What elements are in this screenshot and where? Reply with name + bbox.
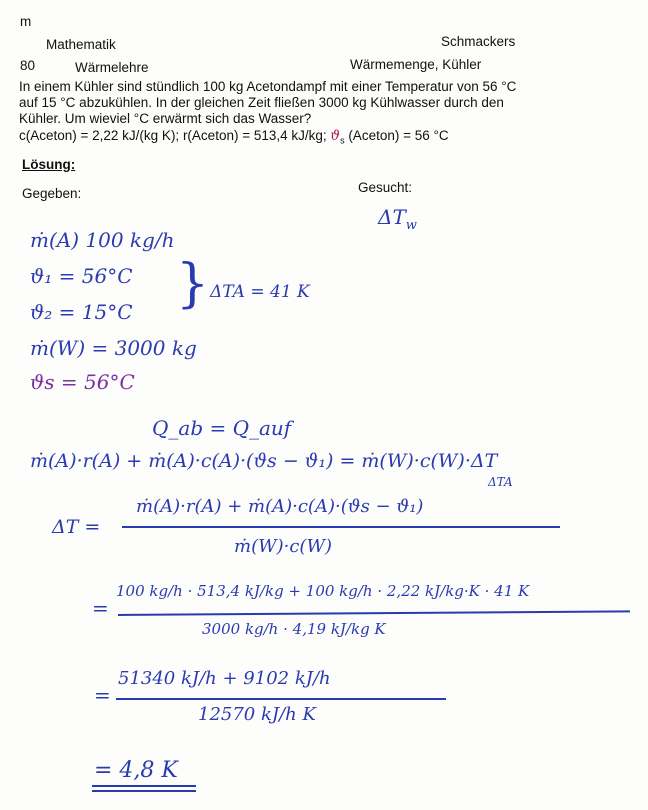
brace-note: ΔTA = 41 K <box>210 282 310 302</box>
fraction-line-1 <box>118 610 630 615</box>
task-line-2: auf 15 °C abzukühlen. In der gleichen Zeit fließen 3000 kg Kühlwasser durch den <box>19 95 504 110</box>
author-label: Schmackers <box>441 34 516 49</box>
formula-fraction-line <box>122 526 560 528</box>
task-line-4a: c(Aceton) = 2,22 kJ/(kg K); r(Aceton) = 513,4 kJ/kg; <box>19 128 327 143</box>
given-item-4: ṁ(W) = 3000 kg <box>30 336 197 360</box>
task-number: 80 <box>20 58 36 73</box>
given-item-2: ϑ₁ = 56°C <box>30 264 133 288</box>
result: = 4,8 K <box>94 758 178 783</box>
equals-2: = <box>94 683 111 707</box>
task-line-4 <box>19 128 449 146</box>
formula-numerator: ṁ(A)·r(A) + ṁ(A)·c(A)·(ϑs − ϑ₁) <box>136 496 424 517</box>
denominator-1: 3000 kg/h · 4,19 kJ/kg K <box>202 620 386 638</box>
delta-label: ΔT = <box>52 516 101 538</box>
result-underline-2 <box>92 790 196 792</box>
result-underline-1 <box>92 785 196 787</box>
denominator-2: 12570 kJ/h K <box>198 704 316 725</box>
theta-symbol: $ϑ_s$ <box>330 128 345 146</box>
equals-1: = <box>92 596 109 620</box>
topic-label: Wärmemenge, Kühler <box>350 57 482 72</box>
task-line-3: Kühler. Um wieviel °C erwärmt sich das Wasser? <box>19 111 312 126</box>
task-line-4b: (Aceton) = 56 °C <box>344 128 449 143</box>
chapter-label: Wärmelehre <box>75 60 149 75</box>
numerator-2: 51340 kJ/h + 9102 kJ/h <box>118 668 331 689</box>
subject-label: Mathematik <box>46 37 116 52</box>
sought-value: $\Delta T_w$ <box>378 205 417 233</box>
energy-balance: Q_ab = Q_auf <box>152 416 292 440</box>
balance-equation: ṁ(A)·r(A) + ṁ(A)·c(A)·(ϑs − ϑ₁) = ṁ(W)·c(W)·ΔT <box>30 450 498 472</box>
fraction-line-2 <box>116 698 446 700</box>
corner-mark: m <box>20 14 32 29</box>
given-label: Gegeben: <box>22 186 82 201</box>
numerator-1: 100 kg/h · 513,4 kJ/kg + 100 kg/h · 2,22 kJ/kg·K · 41 K <box>116 582 530 600</box>
brace-icon: } <box>176 254 210 314</box>
given-item-3: ϑ₂ = 15°C <box>30 300 133 324</box>
given-item-1: ṁ(A) 100 kg/h <box>30 228 175 252</box>
task-line-1: In einem Kühler sind stündlich 100 kg Acetondampf mit einer Temperatur von 56 °C <box>19 79 517 94</box>
sought-label: Gesucht: <box>358 180 413 195</box>
solution-heading: Lösung: <box>22 157 76 172</box>
delta-over: ΔTA <box>488 475 513 489</box>
given-item-5: ϑs = 56°C <box>30 370 135 394</box>
formula-denominator: ṁ(W)·c(W) <box>234 536 332 557</box>
